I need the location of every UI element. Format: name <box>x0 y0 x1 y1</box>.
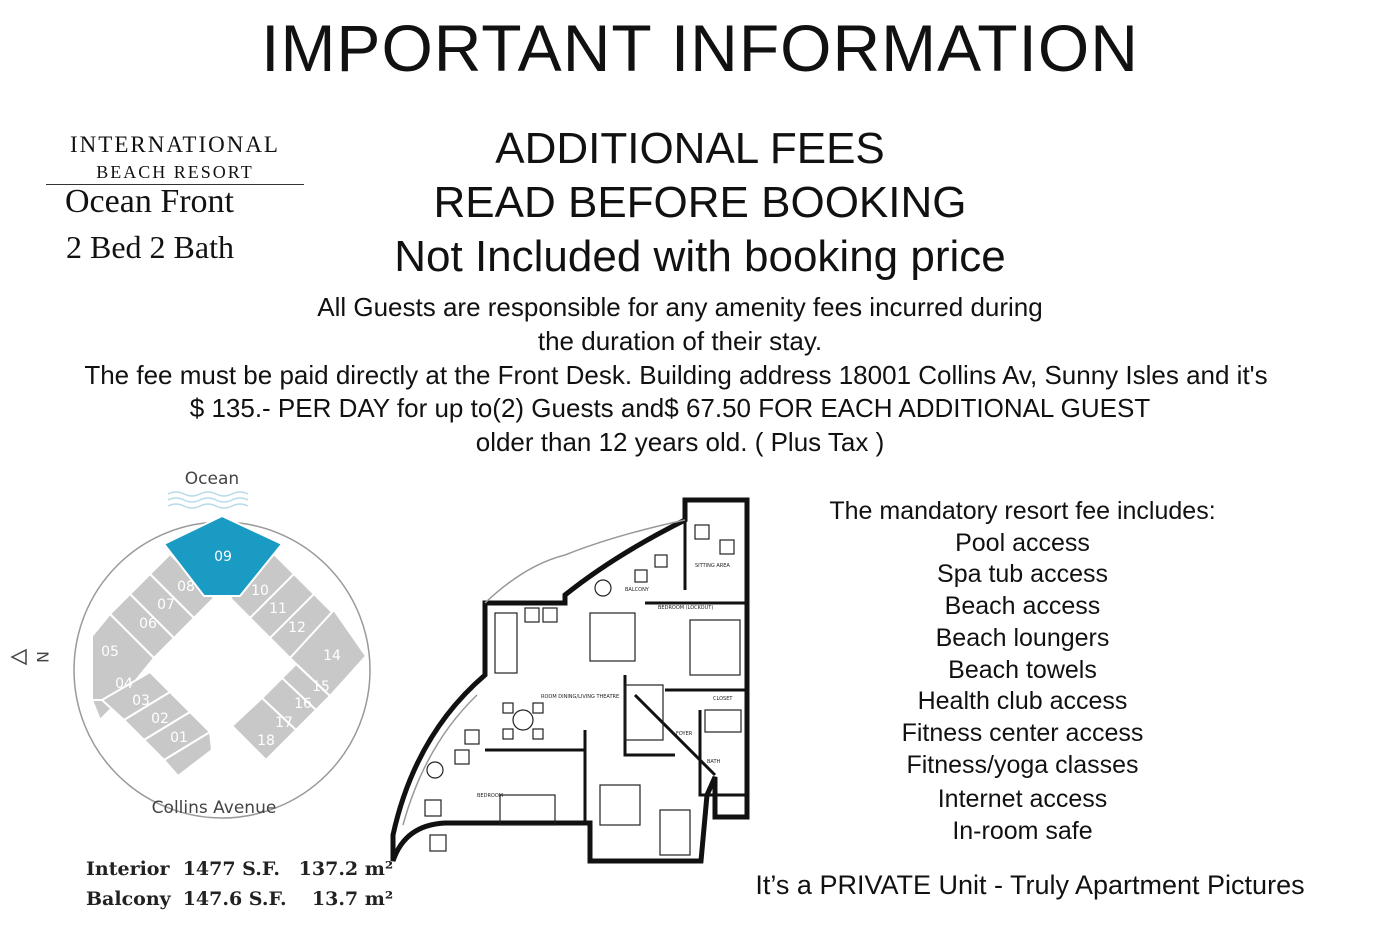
foyer-label: FOYER <box>676 731 693 737</box>
wall <box>635 695 715 775</box>
fee-text-line-5: older than 12 years old. ( Plus Tax ) <box>475 427 885 457</box>
include-item-internet: Internet access <box>937 785 1108 814</box>
unit-label-03: 03 <box>132 693 150 709</box>
north-arrow-icon <box>12 650 52 664</box>
unit-label-06: 06 <box>139 616 157 632</box>
include-item-beach-access: Beach access <box>944 592 1101 621</box>
fee-text-line-3: The fee must be paid directly at the Front Desk. Building address 18001 Collins Av, Sunny Isles and it's <box>84 360 1268 390</box>
page-title: IMPORTANT INFORMATION <box>261 11 1139 85</box>
chair-icon <box>533 729 543 739</box>
fee-text-line-1: All Guests are responsible for any amenity fees incurred during <box>317 292 1043 322</box>
sitting-area-label: SITTING AREA <box>695 563 730 569</box>
wall <box>625 675 675 755</box>
unit-label-18: 18 <box>257 733 275 749</box>
unit-label-17: 17 <box>275 715 293 731</box>
chair-icon <box>455 750 469 764</box>
chair-icon <box>533 703 543 713</box>
interior-sf: 1477 S.F. <box>182 858 281 880</box>
unit-label-01: 01 <box>170 730 188 746</box>
living-dining-label: ROOM DINING/LIVING THEATRE <box>541 694 620 700</box>
include-item-safe: In-room safe <box>952 817 1093 846</box>
area-row-balcony <box>74 884 393 914</box>
fee-text-line-2: the duration of their stay. <box>537 326 823 356</box>
unit-label-16: 16 <box>294 696 312 712</box>
bedroom-label: BEDROOM <box>477 793 504 799</box>
unit-floor-plan <box>385 495 760 870</box>
chair-icon <box>720 540 734 554</box>
balcony-label: Balcony <box>86 888 171 910</box>
closet-icon <box>600 785 640 825</box>
chair-icon <box>543 608 557 622</box>
balcony-edge <box>403 695 477 825</box>
chair-icon <box>525 608 539 622</box>
unit-label-14: 14 <box>323 648 341 664</box>
bath-label: BATH <box>707 759 721 765</box>
unit-label-09: 09 <box>214 549 232 565</box>
include-item-health-club: Health club access <box>917 687 1128 716</box>
wall <box>485 730 585 750</box>
chair-icon <box>655 555 667 567</box>
building-site-plan <box>0 460 390 840</box>
brand-line-1: INTERNATIONAL <box>70 132 280 157</box>
plant-icon <box>427 762 443 778</box>
balcony-room-label: BALCONY <box>625 587 649 593</box>
chair-icon <box>465 730 479 744</box>
kitchen-counter-icon <box>590 613 635 661</box>
balcony-m2: 13.7 m² <box>311 888 394 910</box>
ocean-label: Ocean <box>184 469 240 489</box>
bath-icon <box>660 810 690 855</box>
resort-brand <box>46 132 304 266</box>
unit-label-11: 11 <box>269 601 287 617</box>
unit-label-07: 07 <box>157 597 175 613</box>
unit-view: Ocean Front <box>65 183 235 220</box>
closet-label: CLOSET <box>713 696 733 702</box>
interior-label: Interior <box>86 858 170 880</box>
unit-label-12: 12 <box>288 620 306 636</box>
fee-text-line-4: $ 135.- PER DAY for up to(2) Guests and$ 67.50 FOR EACH ADDITIONAL GUEST <box>189 393 1151 423</box>
sofa-icon <box>495 613 517 673</box>
unit-area-table <box>74 854 394 920</box>
balcony-sf: 147.6 S.F. <box>182 888 287 910</box>
chair-icon <box>425 800 441 816</box>
bathtub-icon <box>705 710 741 732</box>
include-item-beach-towels: Beach towels <box>948 655 1097 684</box>
dining-table-icon <box>513 710 533 730</box>
private-unit-note: It’s a PRIVATE Unit - Truly Apartment Pictures <box>755 870 1305 900</box>
kitchen-icon <box>625 685 663 740</box>
plant-icon <box>595 580 611 596</box>
chair-icon <box>695 525 709 539</box>
unit-label-15: 15 <box>312 679 330 695</box>
brand-line-2: BEACH RESORT <box>96 162 254 182</box>
ocean-waves-icon <box>168 492 248 508</box>
unit-type: 2 Bed 2 Bath <box>66 229 234 265</box>
chair-icon <box>503 703 513 713</box>
unit-label-05: 05 <box>101 644 119 660</box>
unit-label-04: 04 <box>115 676 133 692</box>
include-item-beach-loungers: Beach loungers <box>935 623 1110 652</box>
include-item-pool: Pool access <box>955 528 1090 557</box>
north-label: N <box>33 651 52 663</box>
exterior-wall <box>393 500 747 861</box>
chair-icon <box>503 729 513 739</box>
unit-label-08: 08 <box>177 579 195 595</box>
bed-icon <box>690 620 740 675</box>
include-item-spa: Spa tub access <box>937 560 1108 589</box>
unit-label-02: 02 <box>151 711 169 727</box>
resort-fee-includes <box>800 496 1245 848</box>
heading-additional-fees: ADDITIONAL FEES <box>495 124 885 173</box>
bedroom-lockout-label: BEDROOM (LOCKOUT) <box>658 605 714 611</box>
include-item-fitness-center: Fitness center access <box>901 718 1144 747</box>
wall <box>700 710 747 795</box>
includes-heading: The mandatory resort fee includes: <box>829 497 1216 525</box>
area-row-interior <box>74 854 393 884</box>
chair-icon <box>430 835 446 851</box>
interior-m2: 137.2 m² <box>298 858 394 880</box>
include-item-yoga: Fitness/yoga classes <box>906 750 1139 779</box>
street-label: Collins Avenue <box>151 798 277 818</box>
chair-icon <box>635 570 647 582</box>
unit-label-10: 10 <box>251 583 269 599</box>
heading-not-included: Not Included with booking price <box>394 232 1006 281</box>
heading-read-before-booking: READ BEFORE BOOKING <box>433 178 967 227</box>
